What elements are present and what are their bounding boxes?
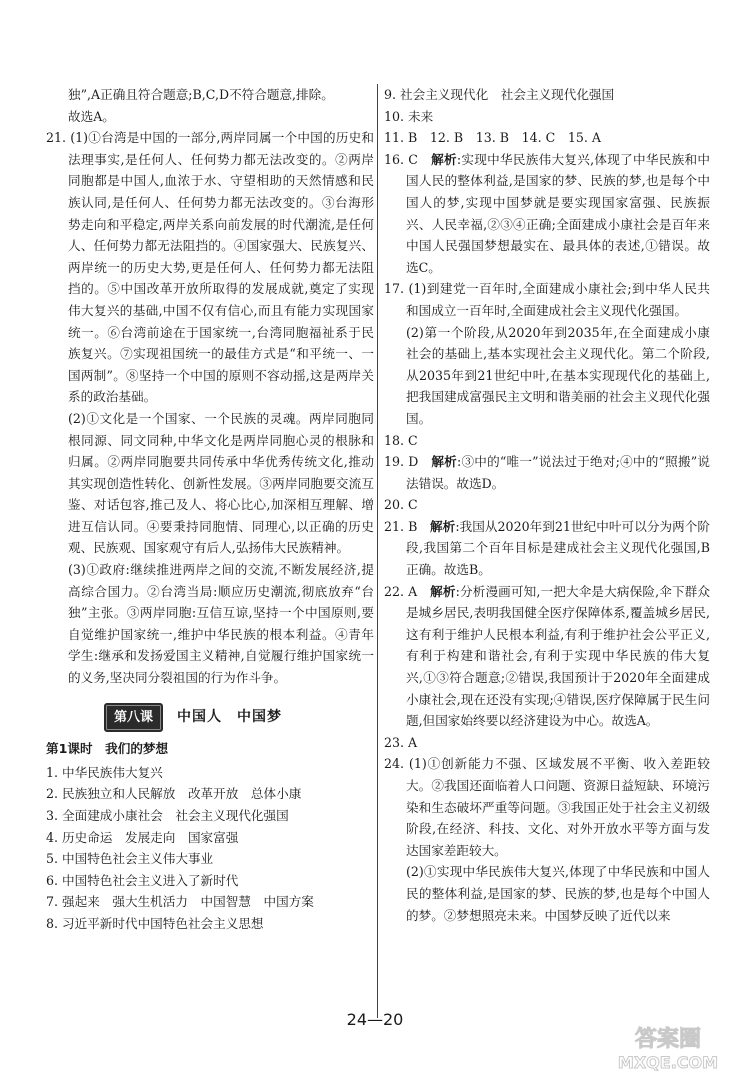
answer-9: 9. 社会主义现代化 社会主义现代化强国: [384, 87, 615, 102]
answer-21-part3: (3)①政府:继续推进两岸之间的交流,不断发展经济,提高综合国力。②台湾当局:顺应历史潮流,彻底放弃“台独”主张。③两岸同胞:互信互谅,坚持一个中国原则,要自觉维护国家统一,维护中华民族的根本利益。④青年学生:继承和发扬爱国主义精神,自觉履行维护国家统一的义务,坚决同分裂祖国的行为作斗争。: [68, 562, 374, 686]
answer-24-part2: (2)①实现中华民族伟大复兴,体现了中华民族和中国人民的整体利益,是国家的梦、民族的梦,也是每个中国人的梦。②梦想照亮未来。中国梦反映了近代以来: [406, 864, 710, 923]
watermark-logo: [598, 1020, 738, 1076]
answer-key: 16. C: [384, 151, 432, 167]
watermark-url: MXQE.COM: [617, 1053, 719, 1072]
answer-20: 20. C: [384, 497, 418, 513]
list-item: 7. 强起来 强大生机活力 中国智慧 中国方案: [46, 894, 314, 910]
answer-key: 19. D: [384, 454, 432, 470]
analysis-text: :分析漫画可知,一把大伞是大病保险,伞下群众是城乡居民,表明我国健全医疗保障体系,覆盖城乡居民,这有利于维护人民根本利益,有利于维护社会公平正义,有利于构建和谐社会,有利于实现中华民族的伟大复兴,①③符合题意;②错误,我国预计于2020年全面建成小康社会,现在还没有实现;④错误,医疗保障属于民生问题,但国家始终要以经济建设为中心。故选A。: [406, 583, 711, 729]
right-column: [384, 84, 710, 926]
answer-22: [384, 581, 710, 732]
answer-19: [384, 451, 710, 494]
answer-18: 18. C: [384, 432, 418, 448]
lesson-badge: 第八课: [104, 703, 163, 733]
list-item: 5. 中国特色社会主义伟大事业: [46, 851, 214, 867]
column-divider: [377, 84, 378, 1018]
list-item: 2. 民族独立和人民解放 改革开放 总体小康: [46, 786, 302, 802]
list-item: 3. 全面建成小康社会 社会主义现代化强国: [46, 808, 289, 823]
lesson-title: 中国人 中国梦: [177, 708, 283, 725]
answer-21-part1: 21. (1)①台湾是中国的一部分,两岸同属一个中国的历史和法理事实,是任何人、任何势力都无法改变的。②两岸同胞都是中国人,血浓于水、守望相助的天然情感和民族认同,是任何人、任何势力都无法改变的。③台海形势走向和平稳定,两岸关系向前发展的时代潮流,是任何人、任何势力都无法阻挡的。④国家强大、民族复兴、两岸统一的历史大势,更是任何人、任何势力都无法阻挡的。⑤中国改革开放所取得的发展成就,奠定了实现伟大复兴的基础,中国不仅有信心,而且有能力实现国家统一。⑥台湾前途在于国家统一,台湾同胞福祉系于民族复兴。⑦实现祖国统一的最佳方式是“和平统一、一国两制”。⑧坚持一个中国的原则不容动摇,这是两岸关系的政治基础。: [46, 130, 374, 405]
answer-21-part2: (2)①文化是一个国家、一个民族的灵魂。两岸同胞同根同源、同文同种,中华文化是两岸同胞心灵的根脉和归属。②两岸同胞要共同传承中华优秀传统文化,推动其实现创造性转化、创新性发展。③两岸同胞要交流互鉴、对话包容,推己及人、将心比心,加深相互理解、增进互信认同。④要秉持同胞情、同理心,以正确的历史观、民族观、国家观守有后人,弘扬伟大民族精神。: [68, 410, 374, 556]
watermark-text: 答案圈: [634, 1027, 702, 1052]
section-heading: 第1课时 我们的梦想: [46, 741, 169, 757]
analysis-text: :实现中华民族伟大复兴,体现了中华民族和中国人民的整体利益,是国家的梦、民族的梦,也是每个中国人的梦,实现中国梦就是要实现国家富强、民族振兴、人民幸福,②③④正确;全面建成小康社会是百年来中国人民强国梦想最实在、最具体的表述,①错误。故选C。: [406, 151, 710, 275]
analysis-label: 解析: [430, 583, 456, 599]
list-item: 8. 习近平新时代中国特色社会主义思想: [46, 915, 264, 931]
analysis-text: :③中的“唯一”说法过于绝对;④中的“照搬”说法错误。故选D。: [406, 454, 711, 491]
lesson-heading: [104, 703, 374, 733]
answer-16: [384, 149, 710, 279]
list-item: 1. 中华民族伟大复兴: [46, 764, 163, 780]
analysis-text: :我国从2020年到21世纪中叶可以分为两个阶段,我国第二个百年目标是建成社会主义现代化强国,B正确。故选B。: [406, 518, 711, 578]
list-item: 4. 历史命运 发展走向 国家富强: [46, 829, 239, 845]
answer-17-part2: (2)第一个阶段,从2020年到2035年,在全面建成小康社会的基础上,基本实现社会主义现代化。第二个阶段,从2035年到21世纪中叶,在基本实现现代化的基础上,把我国建成富强民主文明和谐美丽的社会主义现代化强国。: [406, 324, 710, 426]
analysis-label: 解析: [431, 151, 457, 167]
answer-23: 23. A: [384, 734, 418, 750]
answer-17-part1: 17. (1)到建党一百年时,全面建成小康社会;到中华人民共和国成立一百年时,全面建成社会主义现代化强国。: [384, 281, 710, 318]
answer-21: [384, 516, 710, 581]
answer-10: 10. 未来: [384, 108, 434, 124]
answer-key: 21. B: [384, 518, 431, 534]
left-column: [46, 84, 374, 935]
answers-11-15: 11. B 12. B 13. B 14. C 15. A: [384, 130, 602, 146]
analysis-label: 解析: [430, 518, 456, 534]
list-item: 6. 中国特色社会主义进入了新时代: [46, 872, 239, 888]
answer-24-part1: 24. (1)①创新能力不强、区域发展不平衡、收入差距较大。②我国还面临着人口问题、资源日益短缺、环境污染和生态破坏严重等问题。③我国正处于社会主义初级阶段,在经济、科技、文化、对外开放水平等方面与发达国家差距较大。: [384, 756, 710, 858]
continuation-text: 故选A。: [68, 108, 115, 124]
answer-key: 22. A: [384, 583, 431, 599]
page-number: 24—20: [346, 1010, 404, 1029]
analysis-label: 解析: [431, 454, 457, 470]
continuation-text: 独”,A正确且符合题意;B,C,D不符合题意,排除。: [68, 87, 334, 102]
